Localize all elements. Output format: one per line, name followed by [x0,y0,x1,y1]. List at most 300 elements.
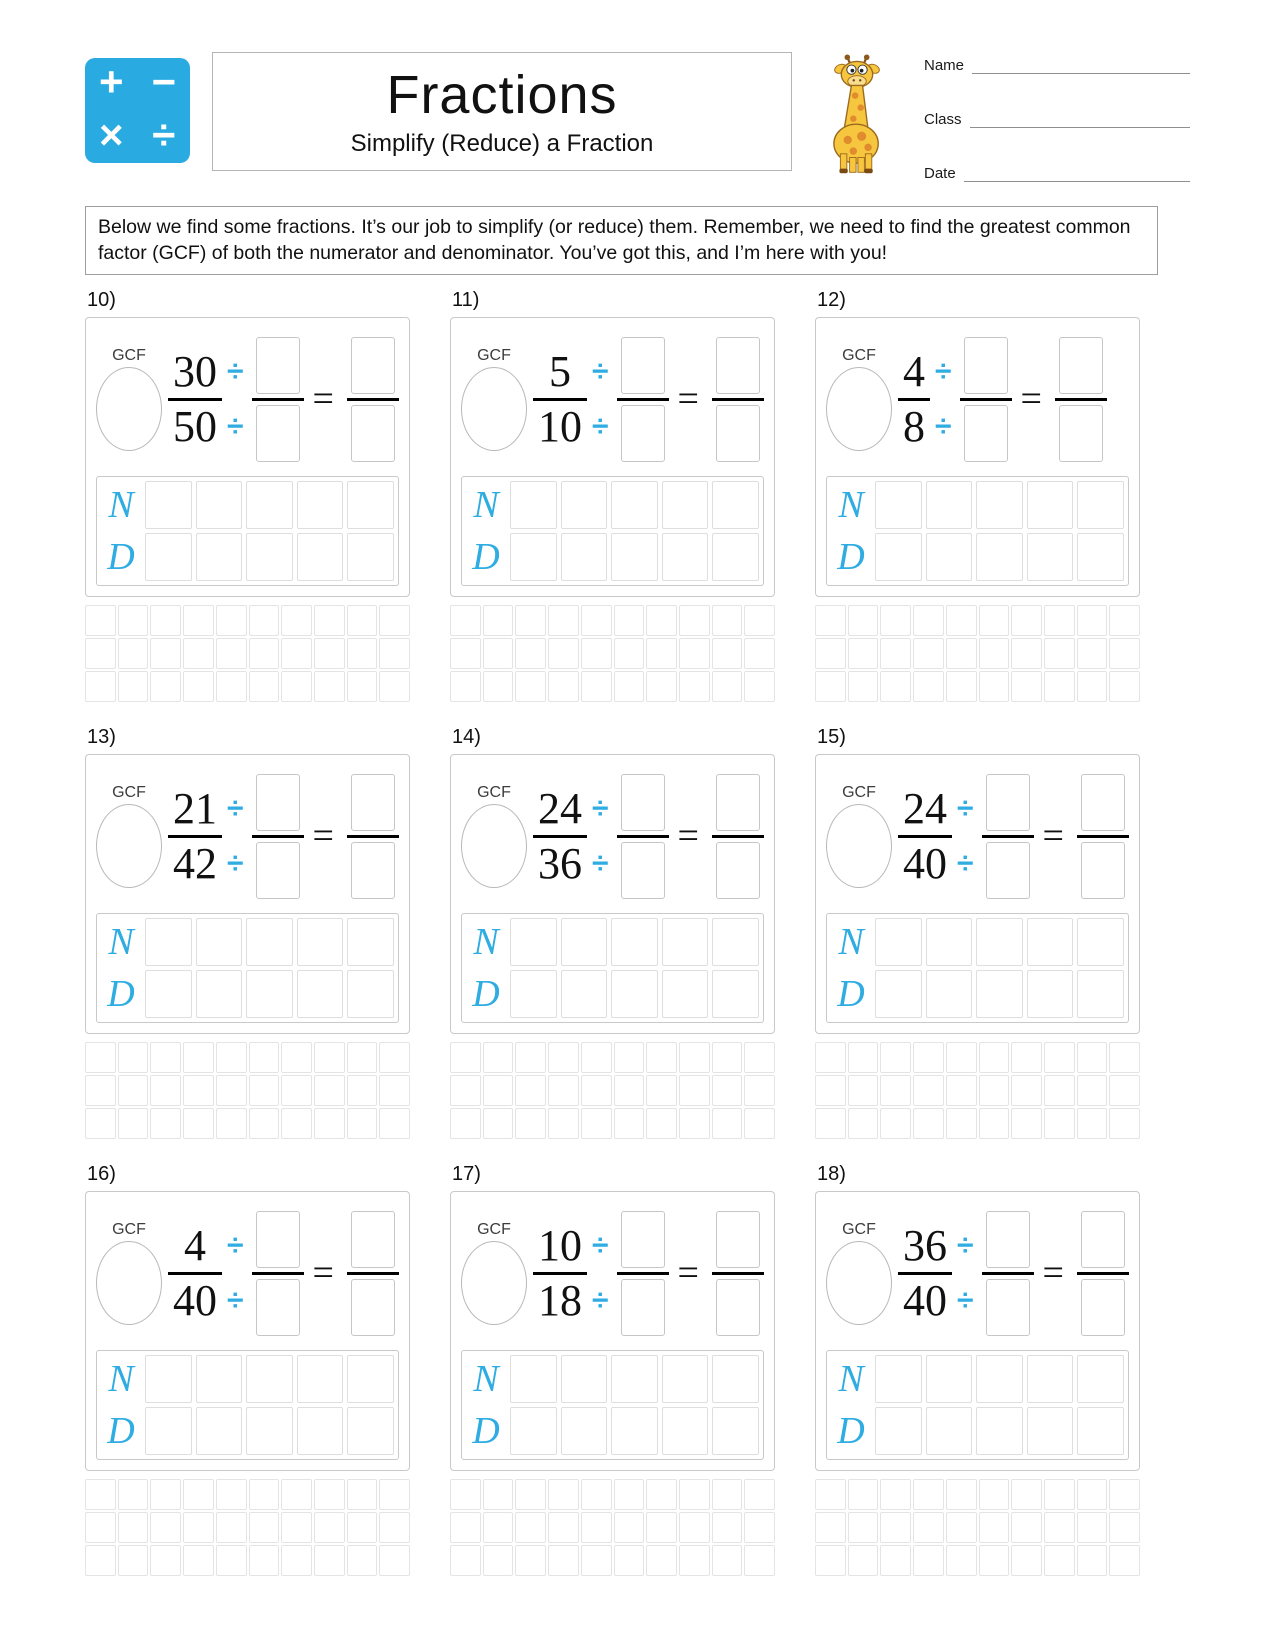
scratch-cell[interactable] [581,1108,612,1139]
scratch-cell[interactable] [1077,1108,1108,1139]
gcf-answer-ellipse[interactable] [461,367,527,451]
scratch-cell[interactable] [1109,1512,1140,1543]
scratch-cell[interactable] [913,1108,944,1139]
scratch-cell[interactable] [880,1479,911,1510]
scratch-cell[interactable] [183,1108,214,1139]
scratch-cell[interactable] [880,1545,911,1576]
result-numerator-box[interactable] [716,1211,760,1268]
scratch-cell[interactable] [744,1512,775,1543]
scratch-cell[interactable] [1044,671,1075,702]
date-input-line[interactable] [964,164,1190,182]
factor-cell[interactable] [662,970,709,1018]
scratch-cell[interactable] [85,1545,116,1576]
factor-cell[interactable] [926,481,973,529]
scratch-cell[interactable] [379,638,410,669]
scratch-cell[interactable] [946,638,977,669]
scratch-cell[interactable] [379,1075,410,1106]
result-denominator-box[interactable] [1081,1279,1125,1336]
scratch-cell[interactable] [347,638,378,669]
divisor-numerator-box[interactable] [986,1211,1030,1268]
scratch-cell[interactable] [744,1479,775,1510]
scratch-cell[interactable] [646,1108,677,1139]
factor-cell[interactable] [196,1355,243,1403]
scratch-cell[interactable] [614,605,645,636]
scratch-cell[interactable] [183,1512,214,1543]
scratch-cell[interactable] [379,1108,410,1139]
scratch-cell[interactable] [249,1108,280,1139]
divisor-denominator-box[interactable] [621,405,665,462]
gcf-answer-ellipse[interactable] [96,804,162,888]
scratch-cell[interactable] [483,638,514,669]
scratch-cell[interactable] [1011,1512,1042,1543]
scratch-cell[interactable] [815,1108,846,1139]
factor-cell[interactable] [1077,970,1124,1018]
scratch-cell[interactable] [281,1545,312,1576]
divisor-numerator-box[interactable] [256,337,300,394]
scratch-cell[interactable] [1044,638,1075,669]
scratch-cell[interactable] [118,1108,149,1139]
scratch-cell[interactable] [483,1479,514,1510]
scratch-cell[interactable] [1011,671,1042,702]
scratch-cell[interactable] [347,1042,378,1073]
scratch-cell[interactable] [712,1075,743,1106]
scratch-cell[interactable] [281,1479,312,1510]
factor-cell[interactable] [926,1407,973,1455]
divisor-numerator-box[interactable] [256,1211,300,1268]
gcf-answer-ellipse[interactable] [826,804,892,888]
scratch-cell[interactable] [581,1075,612,1106]
result-numerator-box[interactable] [1059,337,1103,394]
scratch-cell[interactable] [815,605,846,636]
scratch-cell[interactable] [744,1075,775,1106]
scratch-cell[interactable] [548,1042,579,1073]
result-denominator-box[interactable] [351,842,395,899]
scratch-cell[interactable] [150,671,181,702]
scratch-cell[interactable] [314,1075,345,1106]
factor-cell[interactable] [1027,1355,1074,1403]
factor-cell[interactable] [510,970,557,1018]
scratch-cell[interactable] [848,1108,879,1139]
divisor-numerator-box[interactable] [621,774,665,831]
scratch-cell[interactable] [314,1512,345,1543]
factor-cell[interactable] [246,1407,293,1455]
factor-cell[interactable] [976,533,1023,581]
scratch-cell[interactable] [249,671,280,702]
factor-cell[interactable] [712,1407,759,1455]
scratch-cell[interactable] [85,605,116,636]
scratch-cell[interactable] [347,1545,378,1576]
factor-cell[interactable] [347,918,394,966]
factor-cell[interactable] [561,918,608,966]
scratch-cell[interactable] [815,638,846,669]
factor-cell[interactable] [145,918,192,966]
gcf-answer-ellipse[interactable] [826,1241,892,1325]
scratch-cell[interactable] [1044,1108,1075,1139]
scratch-cell[interactable] [249,1479,280,1510]
divisor-denominator-box[interactable] [621,842,665,899]
scratch-cell[interactable] [183,605,214,636]
scratch-cell[interactable] [1011,1545,1042,1576]
scratch-cell[interactable] [913,638,944,669]
scratch-cell[interactable] [979,638,1010,669]
scratch-cell[interactable] [548,605,579,636]
factor-cell[interactable] [246,918,293,966]
scratch-cell[interactable] [679,1108,710,1139]
scratch-cell[interactable] [1109,1545,1140,1576]
scratch-cell[interactable] [548,1479,579,1510]
factor-cell[interactable] [246,970,293,1018]
scratch-cell[interactable] [880,1075,911,1106]
factor-cell[interactable] [510,1355,557,1403]
scratch-cell[interactable] [880,605,911,636]
scratch-cell[interactable] [1011,638,1042,669]
result-numerator-box[interactable] [351,1211,395,1268]
scratch-cell[interactable] [150,1512,181,1543]
scratch-cell[interactable] [216,671,247,702]
scratch-cell[interactable] [379,605,410,636]
gcf-answer-ellipse[interactable] [461,1241,527,1325]
factor-cell[interactable] [712,970,759,1018]
scratch-cell[interactable] [216,638,247,669]
scratch-cell[interactable] [646,1042,677,1073]
scratch-cell[interactable] [150,1075,181,1106]
scratch-cell[interactable] [1011,605,1042,636]
factor-cell[interactable] [1077,1407,1124,1455]
scratch-cell[interactable] [515,671,546,702]
factor-cell[interactable] [875,970,922,1018]
scratch-cell[interactable] [281,638,312,669]
scratch-cell[interactable] [281,671,312,702]
scratch-cell[interactable] [118,671,149,702]
gcf-answer-ellipse[interactable] [96,367,162,451]
scratch-cell[interactable] [150,1108,181,1139]
factor-cell[interactable] [561,970,608,1018]
scratch-cell[interactable] [183,1545,214,1576]
gcf-answer-ellipse[interactable] [96,1241,162,1325]
scratch-cell[interactable] [913,1545,944,1576]
factor-cell[interactable] [662,1355,709,1403]
scratch-cell[interactable] [880,1042,911,1073]
scratch-cell[interactable] [1109,1479,1140,1510]
factor-cell[interactable] [347,533,394,581]
result-numerator-box[interactable] [1081,1211,1125,1268]
scratch-cell[interactable] [1044,1545,1075,1576]
scratch-cell[interactable] [679,1545,710,1576]
scratch-cell[interactable] [1077,1512,1108,1543]
scratch-cell[interactable] [118,1075,149,1106]
result-numerator-box[interactable] [351,337,395,394]
result-numerator-box[interactable] [1081,774,1125,831]
scratch-cell[interactable] [1077,1479,1108,1510]
factor-cell[interactable] [297,918,344,966]
scratch-cell[interactable] [1044,1512,1075,1543]
scratch-cell[interactable] [483,1108,514,1139]
scratch-cell[interactable] [581,1479,612,1510]
scratch-cell[interactable] [581,605,612,636]
scratch-cell[interactable] [946,605,977,636]
scratch-cell[interactable] [314,1545,345,1576]
scratch-cell[interactable] [614,1108,645,1139]
scratch-cell[interactable] [150,1479,181,1510]
scratch-cell[interactable] [314,1042,345,1073]
factor-cell[interactable] [510,918,557,966]
scratch-cell[interactable] [614,1075,645,1106]
scratch-cell[interactable] [216,1479,247,1510]
scratch-cell[interactable] [913,671,944,702]
result-denominator-box[interactable] [716,1279,760,1336]
scratch-cell[interactable] [548,671,579,702]
scratch-cell[interactable] [347,1512,378,1543]
scratch-cell[interactable] [946,1042,977,1073]
factor-cell[interactable] [611,918,658,966]
factor-cell[interactable] [976,1355,1023,1403]
scratch-cell[interactable] [712,1108,743,1139]
divisor-denominator-box[interactable] [256,842,300,899]
scratch-cell[interactable] [848,1479,879,1510]
factor-cell[interactable] [297,533,344,581]
factor-cell[interactable] [926,970,973,1018]
scratch-cell[interactable] [515,1479,546,1510]
scratch-cell[interactable] [979,1479,1010,1510]
scratch-cell[interactable] [946,1108,977,1139]
result-denominator-box[interactable] [716,842,760,899]
factor-cell[interactable] [712,533,759,581]
scratch-cell[interactable] [581,671,612,702]
factor-cell[interactable] [297,970,344,1018]
scratch-cell[interactable] [347,1108,378,1139]
scratch-cell[interactable] [880,1108,911,1139]
factor-cell[interactable] [297,1355,344,1403]
factor-cell[interactable] [1027,533,1074,581]
divisor-denominator-box[interactable] [964,405,1008,462]
factor-cell[interactable] [1077,481,1124,529]
scratch-cell[interactable] [815,1545,846,1576]
factor-cell[interactable] [611,1355,658,1403]
scratch-cell[interactable] [450,1075,481,1106]
scratch-cell[interactable] [379,1545,410,1576]
scratch-cell[interactable] [581,1512,612,1543]
scratch-cell[interactable] [1011,1042,1042,1073]
scratch-cell[interactable] [548,1512,579,1543]
scratch-cell[interactable] [946,671,977,702]
scratch-cell[interactable] [150,1042,181,1073]
scratch-cell[interactable] [646,605,677,636]
scratch-cell[interactable] [712,671,743,702]
scratch-cell[interactable] [679,1479,710,1510]
scratch-cell[interactable] [118,1545,149,1576]
scratch-cell[interactable] [183,671,214,702]
scratch-cell[interactable] [450,671,481,702]
scratch-cell[interactable] [614,1479,645,1510]
result-denominator-box[interactable] [1059,405,1103,462]
factor-cell[interactable] [1077,918,1124,966]
scratch-cell[interactable] [913,1512,944,1543]
scratch-cell[interactable] [744,1545,775,1576]
factor-cell[interactable] [662,533,709,581]
divisor-denominator-box[interactable] [256,1279,300,1336]
name-input-line[interactable] [972,56,1190,74]
scratch-cell[interactable] [679,1512,710,1543]
scratch-cell[interactable] [744,1042,775,1073]
factor-cell[interactable] [297,1407,344,1455]
scratch-cell[interactable] [281,1075,312,1106]
scratch-cell[interactable] [183,1479,214,1510]
factor-cell[interactable] [662,918,709,966]
factor-cell[interactable] [926,1355,973,1403]
scratch-cell[interactable] [118,1042,149,1073]
factor-cell[interactable] [246,1355,293,1403]
scratch-cell[interactable] [347,605,378,636]
scratch-cell[interactable] [85,1042,116,1073]
scratch-cell[interactable] [979,1075,1010,1106]
factor-cell[interactable] [976,970,1023,1018]
scratch-cell[interactable] [614,1545,645,1576]
scratch-cell[interactable] [712,605,743,636]
factor-cell[interactable] [145,970,192,1018]
scratch-cell[interactable] [515,1545,546,1576]
scratch-cell[interactable] [913,605,944,636]
scratch-cell[interactable] [1109,605,1140,636]
scratch-cell[interactable] [314,1108,345,1139]
factor-cell[interactable] [712,918,759,966]
scratch-cell[interactable] [913,1479,944,1510]
factor-cell[interactable] [1027,918,1074,966]
scratch-cell[interactable] [646,1545,677,1576]
scratch-cell[interactable] [314,1479,345,1510]
scratch-cell[interactable] [848,638,879,669]
scratch-cell[interactable] [249,1512,280,1543]
scratch-cell[interactable] [216,1545,247,1576]
factor-cell[interactable] [926,533,973,581]
scratch-cell[interactable] [679,605,710,636]
scratch-cell[interactable] [848,1042,879,1073]
factor-cell[interactable] [561,533,608,581]
scratch-cell[interactable] [712,1042,743,1073]
factor-cell[interactable] [712,1355,759,1403]
scratch-cell[interactable] [450,1545,481,1576]
scratch-cell[interactable] [979,1108,1010,1139]
factor-cell[interactable] [875,481,922,529]
scratch-cell[interactable] [614,1512,645,1543]
scratch-cell[interactable] [1011,1108,1042,1139]
factor-cell[interactable] [875,1355,922,1403]
divisor-numerator-box[interactable] [621,1211,665,1268]
scratch-cell[interactable] [347,1075,378,1106]
scratch-cell[interactable] [1077,638,1108,669]
scratch-cell[interactable] [614,638,645,669]
scratch-cell[interactable] [581,1545,612,1576]
scratch-cell[interactable] [515,1108,546,1139]
scratch-cell[interactable] [483,1075,514,1106]
scratch-cell[interactable] [216,1042,247,1073]
scratch-cell[interactable] [1077,1042,1108,1073]
scratch-cell[interactable] [712,1545,743,1576]
factor-cell[interactable] [347,1355,394,1403]
scratch-cell[interactable] [314,671,345,702]
scratch-cell[interactable] [183,1075,214,1106]
factor-cell[interactable] [246,481,293,529]
factor-cell[interactable] [145,1355,192,1403]
scratch-cell[interactable] [581,638,612,669]
scratch-cell[interactable] [249,1545,280,1576]
divisor-denominator-box[interactable] [986,842,1030,899]
scratch-cell[interactable] [979,1545,1010,1576]
result-denominator-box[interactable] [351,405,395,462]
scratch-cell[interactable] [815,1042,846,1073]
scratch-cell[interactable] [581,1042,612,1073]
factor-cell[interactable] [297,481,344,529]
factor-cell[interactable] [662,481,709,529]
scratch-cell[interactable] [450,1512,481,1543]
scratch-cell[interactable] [347,671,378,702]
scratch-cell[interactable] [1044,1042,1075,1073]
scratch-cell[interactable] [744,1108,775,1139]
factor-cell[interactable] [196,1407,243,1455]
scratch-cell[interactable] [1044,605,1075,636]
scratch-cell[interactable] [150,638,181,669]
scratch-cell[interactable] [1044,1075,1075,1106]
scratch-cell[interactable] [848,1512,879,1543]
scratch-cell[interactable] [379,1512,410,1543]
scratch-cell[interactable] [712,1512,743,1543]
scratch-cell[interactable] [450,1042,481,1073]
scratch-cell[interactable] [483,605,514,636]
scratch-cell[interactable] [483,1512,514,1543]
scratch-cell[interactable] [815,1075,846,1106]
scratch-cell[interactable] [679,1042,710,1073]
scratch-cell[interactable] [744,605,775,636]
scratch-cell[interactable] [379,1479,410,1510]
scratch-cell[interactable] [150,605,181,636]
scratch-cell[interactable] [450,638,481,669]
scratch-cell[interactable] [848,1545,879,1576]
scratch-cell[interactable] [281,1108,312,1139]
factor-cell[interactable] [926,918,973,966]
scratch-cell[interactable] [646,1479,677,1510]
result-denominator-box[interactable] [716,405,760,462]
scratch-cell[interactable] [646,671,677,702]
scratch-cell[interactable] [85,1108,116,1139]
scratch-cell[interactable] [646,638,677,669]
factor-cell[interactable] [875,533,922,581]
scratch-cell[interactable] [946,1075,977,1106]
scratch-cell[interactable] [1011,1075,1042,1106]
factor-cell[interactable] [145,1407,192,1455]
factor-cell[interactable] [1027,1407,1074,1455]
factor-cell[interactable] [347,1407,394,1455]
scratch-cell[interactable] [483,1042,514,1073]
scratch-cell[interactable] [150,1545,181,1576]
scratch-cell[interactable] [1109,1075,1140,1106]
scratch-cell[interactable] [614,1042,645,1073]
factor-cell[interactable] [145,533,192,581]
divisor-numerator-box[interactable] [964,337,1008,394]
factor-cell[interactable] [561,1355,608,1403]
scratch-cell[interactable] [216,1075,247,1106]
scratch-cell[interactable] [548,638,579,669]
factor-cell[interactable] [712,481,759,529]
scratch-cell[interactable] [548,1075,579,1106]
scratch-cell[interactable] [379,671,410,702]
scratch-cell[interactable] [85,1479,116,1510]
factor-cell[interactable] [196,970,243,1018]
factor-cell[interactable] [611,970,658,1018]
scratch-cell[interactable] [216,605,247,636]
scratch-cell[interactable] [216,1108,247,1139]
scratch-cell[interactable] [946,1512,977,1543]
factor-cell[interactable] [875,918,922,966]
scratch-cell[interactable] [118,638,149,669]
